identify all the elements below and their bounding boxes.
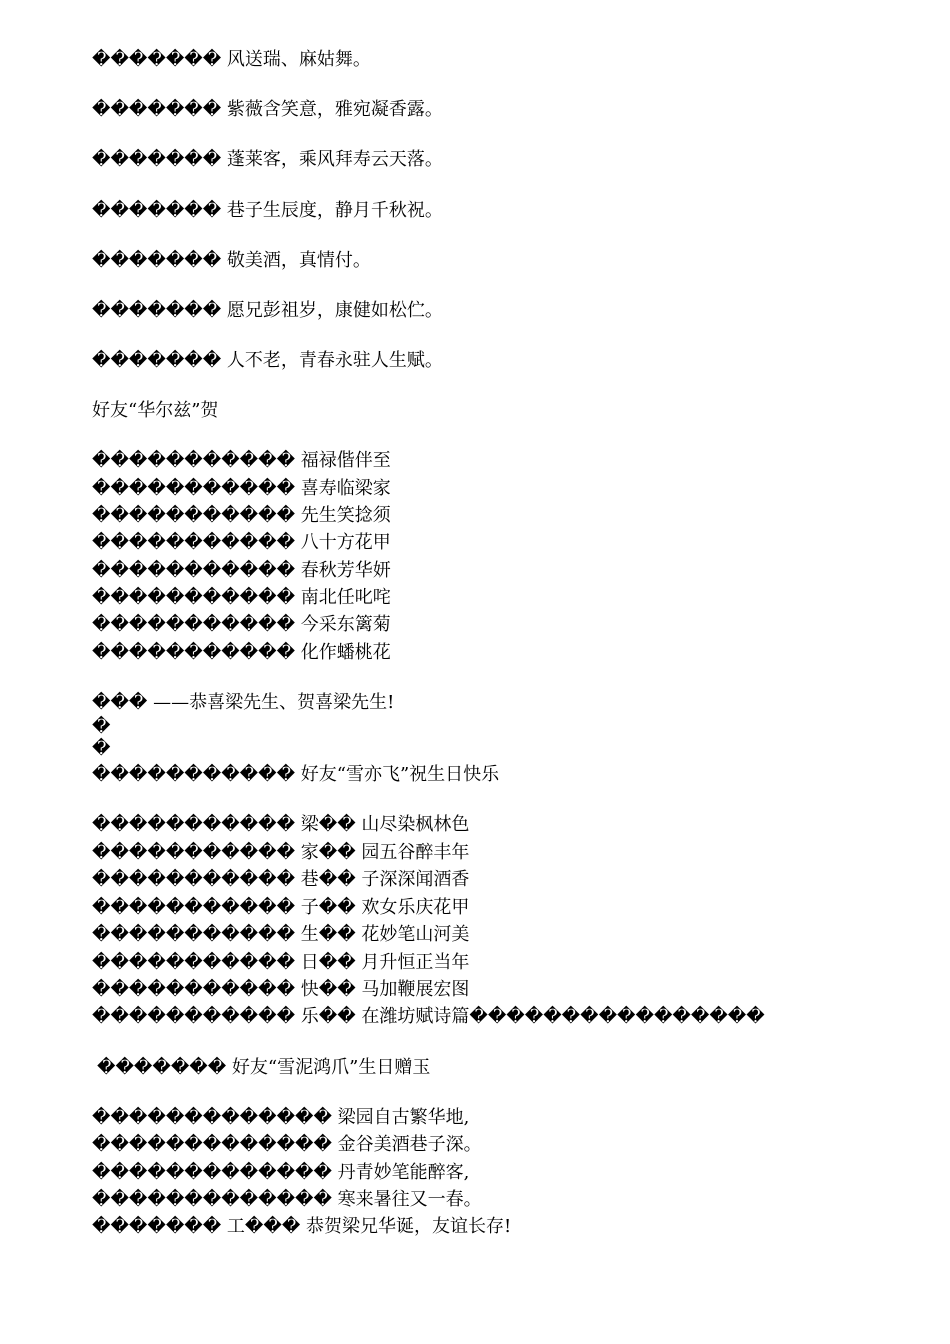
poem3-line-3: ����������� 巷�� 子深深闻酒香 (92, 869, 470, 890)
poem3-line-6: ����������� 日�� 月升恒正当年 (92, 952, 470, 973)
poem1-line-7: ������� 人不老，青春永驻人生赋。 (92, 350, 443, 371)
poem2-line-3: ����������� 先生笑捻须 (92, 505, 391, 526)
poem4-title: ������� 好友“雪泥鸿爪”生日赠玉 (97, 1057, 431, 1078)
poem1-line-2: ������� 紫薇含笑意，雅宛凝香露。 (92, 99, 443, 120)
poem4-closing: ������� 工��� 恭贺梁兄华诞，友谊长存! (92, 1216, 512, 1237)
poem3-title: ����������� 好友“雪亦飞”祝生日快乐 (92, 764, 500, 785)
poem2-line-2: ����������� 喜寿临梁家 (92, 478, 391, 499)
poem3-line-2: ����������� 家�� 园五谷醉丰年 (92, 842, 470, 863)
poem2-line-1: ����������� 福禄偕伴至 (92, 450, 391, 471)
poem2-blank-1: � (92, 716, 111, 737)
poem2-title: 好友“华尔兹”贺 (92, 400, 219, 421)
poem1-line-4: ������� 巷子生辰度，静月千秋祝。 (92, 200, 443, 221)
poem3-line-7: ����������� 快�� 马加鞭展宏图 (92, 979, 470, 1000)
poem4-line-4: ������������� 寒来暑往又一春。 (92, 1189, 482, 1210)
poem3-line-4: ����������� 子�� 欢女乐庆花甲 (92, 897, 470, 918)
poem1-line-1: ������� 风送瑞、麻姑舞。 (92, 49, 371, 70)
poem2-line-8: ����������� 化作蟠桃花 (92, 642, 391, 663)
poem2-line-7: ����������� 今采东篱菊 (92, 614, 391, 635)
poem1-line-5: ������� 敬美酒，真情付。 (92, 250, 371, 271)
poem4-line-3: ������������� 丹青妙笔能醉客, (92, 1162, 470, 1183)
poem2-line-6: ����������� 南北任叱咤 (92, 587, 391, 608)
poem2-line-4: ����������� 八十方花甲 (92, 532, 391, 553)
poem1-line-6: ������� 愿兄彭祖岁，康健如松伫。 (92, 300, 443, 321)
poem1-line-3: ������� 蓬莱客，乘风拜寿云天落。 (92, 149, 443, 170)
poem3-line-1: ����������� 梁�� 山尽染枫林色 (92, 814, 470, 835)
poem2-blank-2: � (92, 738, 111, 759)
poem2-closing: ��� ——恭喜梁先生、贺喜梁先生! (92, 692, 395, 713)
poem3-line-8: ����������� 乐�� 在潍坊赋诗篇���������������� (92, 1006, 765, 1027)
poem3-line-5: ����������� 生�� 花妙笔山河美 (92, 924, 470, 945)
poem2-line-5: ����������� 春秋芳华妍 (92, 560, 391, 581)
poem4-line-2: ������������� 金谷美酒巷子深。 (92, 1134, 482, 1155)
poem4-line-1: ������������� 梁园自古繁华地, (92, 1107, 470, 1128)
